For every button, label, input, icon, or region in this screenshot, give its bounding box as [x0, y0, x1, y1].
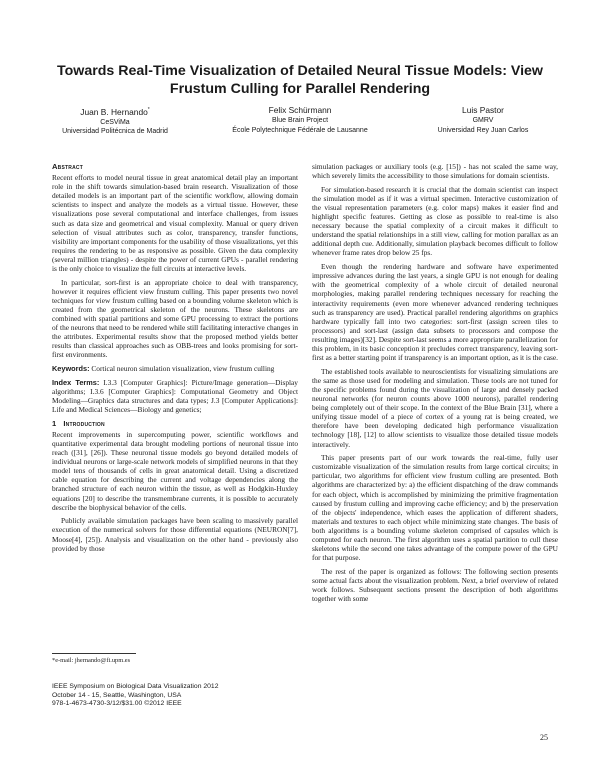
- index-terms: Index Terms: I.3.3 [Computer Graphics]: Picture/Image generation—Display algorithms; I.3.6 [Computer Graphics]: Computational Geometry and Object Modeling—Graphics data structures and data types; J.3 [Computer Applications]: Life and Medical Sciences—Biology and genetics;: [52, 377, 298, 415]
- author-affiliation: CeSViMa: [100, 118, 130, 126]
- intro-paragraph: Recent improvements in supercomputing power, scientific workflows and quantitative experimental data brought modeling portions of neuronal tissue into reach ([31], [26]). These neuronal tissue models go beyond detailed models of individual neurons or large-scale network models of simplified neurons in that they model tens of thousands of cells in great anatomical detail. Using a discretized cable equation for describing the current and voltage dependencies along the branched structure of each neuron within the tissue, as well as Hodgkin-Huxley equations [20] to describe the transmembrane currents, it is possible to accurately describe the biophysical behavior of the cells.: [52, 429, 298, 512]
- footnote-rule: [52, 653, 136, 654]
- abstract-paragraph: In particular, sort-first is an appropriate choice to deal with transparency, however it requires efficient view frustum culling. This paper presents two novel techniques for view frustum culling based on a bounding volume skeleton which is created from the geometrical skeleton of the neurons. These skeletons are combined with spatial partitions and some GPU processing to extract the portions of the neurons that need to be rendered while still facilitating interactive changes in the attributes. Experimental results show that the proposed method yields better results than classical approaches such as OBB-trees and looks promising for sort-first environments.: [52, 277, 298, 360]
- right-column: [312, 162, 558, 608]
- author-name: Luis Pastor: [462, 105, 504, 115]
- abstract-heading: Abstract: [52, 162, 83, 171]
- page-number: 25: [540, 733, 548, 742]
- body-paragraph: Even though the rendering hardware and software have experimented impressive advances during the last years, a single GPU is not enough for dealing with the geometrical complexity of a whole circuit of detailed neuronal morphologies, making parallel rendering techniques necessary for reaching the interactivity requirements (even more whenever advanced rendering techniques such as transparency are used). Practical parallel rendering algorithms on graphics hardware typically fall into two categories: sort-first (assign screen tiles to processors) and sort-last (assign data subsets to processors and compose the resulting images)[32]. Despite sort-last seems a more appropriate parallelization for this problem, in its basic conception it precludes correct transparency, leaving sort-first as a better starting point if transparency is an important option, as it is the case.: [312, 262, 558, 363]
- author-name: Felix Schürmann: [268, 105, 332, 115]
- body-paragraph: The rest of the paper is organized as follows: The following section presents some actual facts about the visualization problem. Next, a brief overview of related work follows. Subsequent sections present the description of both algorithms together with some: [312, 566, 558, 604]
- body-paragraph: This paper presents part of our work towards the real-time, fully user customizable visualization of the simulation results from large cortical circuits; in particular, two algorithms for efficient view frustum culling are presented. Both algorithms are characterized by: a) the efficient dispatching of the draw commands for each object, which is accomplished by minimizing the primitive fragmentation caused by frustum culling and improving cache efficiency; and b) the preservation of the objects' independence, which eases the application of different shaders, materials and textures to each object while minimizing state changes. The basis of both algorithms is a bounding volume skeleton comprised of capsules which is computed for each neuron. The first algorithm uses a spatial partition to cull these skeletons while the second one takes advantage of the compute power of the GPU for that purpose.: [312, 453, 558, 563]
- author-2: [215, 104, 385, 135]
- body-paragraph: simulation packages or auxiliary tools (e.g. [15]) - has not scaled the same way, which severely limits the accessibility to those simulations for domain scientists.: [312, 162, 558, 181]
- author-institution: École Polytechnique Fédérale de Lausanne: [232, 126, 368, 134]
- author-affiliation: Blue Brain Project: [271, 117, 329, 124]
- keywords: Keywords: Cortical neuron simulation visualization, view frustum culling: [52, 364, 275, 374]
- body-paragraph: The established tools available to neuroscientists for visualizing simulations are the same as those used for modeling and simulation. These tools are not tuned for the specific problems found during the visualization of large and densely packed neuronal networks (for neuron counts above 1000 neurons), parallel rendering being completely out of their scope. In the context of the Blue Brain [31], where a unifying tissue model of a piece of cortex of a young rat is being created, we therefore have been developing dedicated high performance visualization technology [18], [12] to allow scientists to visualize those detailed tissue models interactively.: [312, 366, 558, 449]
- venue-info: IEEE Symposium on Biological Data Visualization 2012 October 14 - 15, Seattle, Washington, USA 978-1-4673-4730-3/12/$31.00 ©2012 IEEE: [52, 683, 219, 708]
- paper-title: Towards Real-Time Visualization of Detailed Neural Tissue Models: View Frustum Culling for Parallel Rendering: [57, 63, 543, 97]
- intro-paragraph: Publicly available simulation packages have been scaling to massively parallel execution of the numerical solvers for those differential equations (NEURON[7], Moose[4], [25]). Analysis and visualization on the other hand - previously also provided by those: [52, 516, 298, 553]
- author-name: Juan B. Hernando*: [80, 106, 150, 117]
- author-institution: Universidad Politécnica de Madrid: [62, 128, 168, 136]
- left-column: [52, 162, 298, 557]
- author-3: [398, 104, 568, 135]
- author-1: [30, 104, 200, 137]
- abstract-paragraph: Recent efforts to model neural tissue in great anatomical detail play an important role in the shift towards simulation-based brain research. Visualization of those detailed models is an important part of the scientific workflow, allowing domain scientists to inspect and analyze the models as a virtual tissue. However, these visualizations pose several computational and interface challenges, from issues such as data size and geometrical and visual complexity. Manual or query driven selection of visual attributes such as color, transparency, transfer functions, visibility are important components for the usability of those visualizations, yet this requires the rendering to be as responsive as possible. Given the data complexity (several million triangles) - despite the power of current GPUs - parallel rendering is the only choice to visualize the full circuits at interactive levels.: [52, 173, 298, 274]
- author-affiliation: GMRV: [472, 117, 494, 124]
- intro-heading: 1 Introduction: [52, 418, 105, 428]
- footnote: *e-mail: jhernando@fi.upm.es: [52, 657, 131, 664]
- body-paragraph: For simulation-based research it is crucial that the domain scientist can inspect the simulation model as if it was a virtual specimen. Interactive customization of the visual representation parameters (e.g. color maps) makes it easier find and highlight specific features. Getting as close as possible to real-time is also necessary because the spatial complexity of a circuit makes it difficult to understand the spatial relationships in a still view, calling for motion parallax as an additional depth cue. Additionally, simulation playback becomes difficult to follow whenever frame rates drop below 25 fps.: [312, 184, 558, 258]
- author-institution: Universidad Rey Juan Carlos: [437, 126, 529, 134]
